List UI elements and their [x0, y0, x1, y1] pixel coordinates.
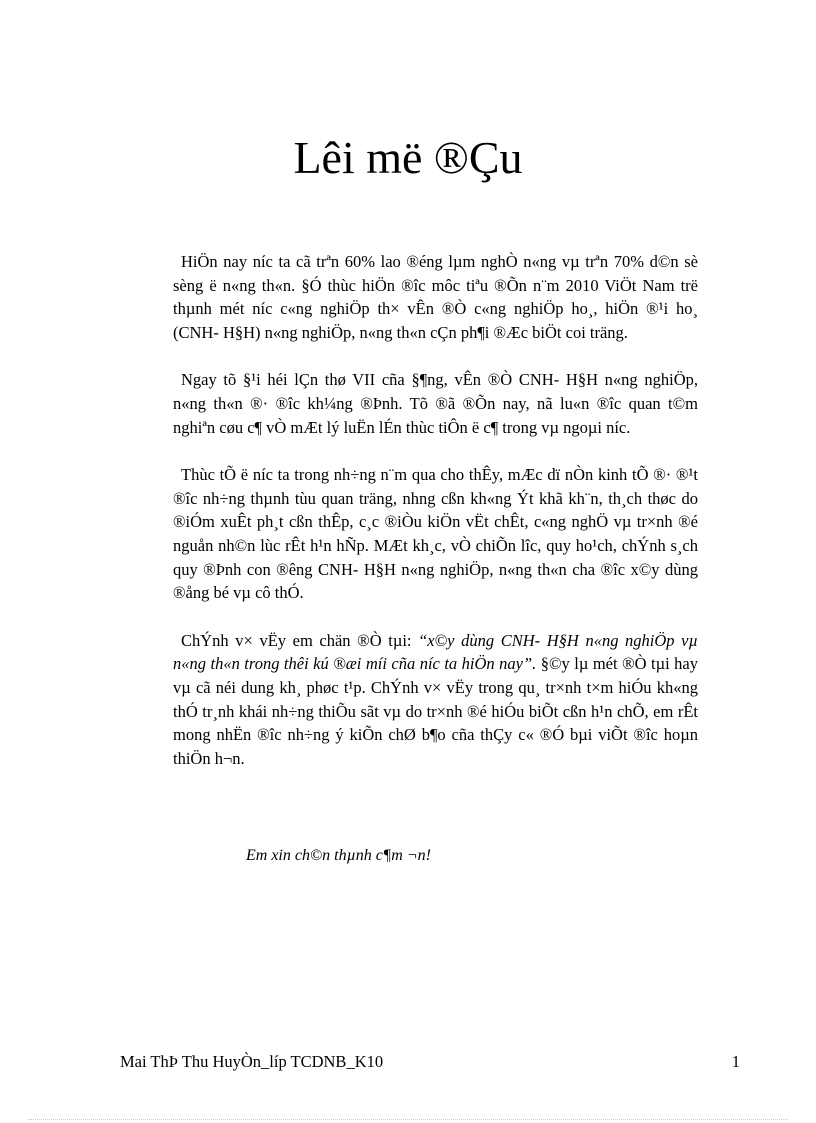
page-title: Lêi më ®Çu — [293, 132, 523, 183]
paragraph-2: Ngay tõ §¹i héi lÇn thø VII cña §¶ng, vÊn ®Ò CNH- H§H n«ng nghiÖp, n«ng th«n ®· ®îc kh¼ng ®Þnh. Tõ ®ã ®Õn nay, nã lu«n ®îc quan t©m nghiªn cøu c¶ vÒ mÆt lý luËn lÉn thùc tiÔn ë c¶ trong vµ ngoµi níc. — [173, 370, 698, 437]
paragraph-4-tail: §©y lµ mét ®Ò tµi hay vµ cã néi dung kh¸ phøc t¹p. ChÝnh v× vËy trong qu¸ tr×nh t×m hiÓu kh«ng thÓ tr¸nh khái nh÷ng thiÕu sãt vµ do tr×nh ®é hiÓu biÕt cßn h¹n chÕ, em rÊt mong nhËn ®îc nh÷ng ý kiÕn chØ b¶o cña thÇy c« ®Ó bµi viÕt ®îc hoµn thiÖn h¬n. — [173, 654, 698, 768]
page-edge-divider — [28, 1119, 788, 1120]
topic-title: “x©y dùng CNH- H§H n«ng nghiÖp vµ n«ng th«n trong thêi kú ®æi míi cña níc ta hiÖn nay”. — [173, 630, 698, 674]
body-text — [173, 250, 698, 794]
thanks-line: Em xin ch©n thµnh c¶m ¬n! — [246, 847, 431, 864]
paragraph-1: HiÖn nay níc ta cã trªn 60% lao ®éng lµm nghÒ n«ng vµ trªn 70% d©n sè sèng ë n«ng th«n. §Ó thùc hiÖn ®îc môc tiªu ®Õn n¨m 2010 ViÖt Nam trë thµnh mét níc c«ng nghiÖp th× vÊn ®Ò c«ng nghiÖp ho¸, hiÖn ®¹i ho¸ (CNH- H§H) n«ng nghiÖp, n«ng th«n cÇn ph¶i ®Æc biÖt coi träng. — [173, 252, 698, 342]
paragraph-4 — [173, 629, 698, 771]
paragraph-3: Thùc tÕ ë níc ta trong nh÷ng n¨m qua cho thÊy, mÆc dï nÒn kinh tÕ ®· ®¹t ®îc nh÷ng thµnh tùu quan träng, nhng cßn kh«ng Ýt khã kh¨n, th¸ch thøc do ®iÓm xuÊt ph¸t cßn thÊp, c¸c ®iÒu kiÖn vËt chÊt, c«ng nghÖ vµ tr×nh ®é nguån nh©n lùc rÊt h¹n hÑp. MÆt kh¸c, vÒ chiÕn lîc, quy ho¹ch, chÝnh s¸ch quy ®Þnh con ®êng CNH- H§H n«ng nghiÖp, n«ng th«n cha ®îc x©y dùng ®ång bé vµ cô thÓ. — [173, 465, 698, 603]
footer-author: Mai ThÞ Thu HuyÒn_líp TCDNB_K10 — [120, 1052, 384, 1071]
paragraph-4-lead: ChÝnh v× vËy em chän ®Ò tµi: — [181, 630, 419, 650]
page-number: 1 — [731, 1052, 740, 1071]
